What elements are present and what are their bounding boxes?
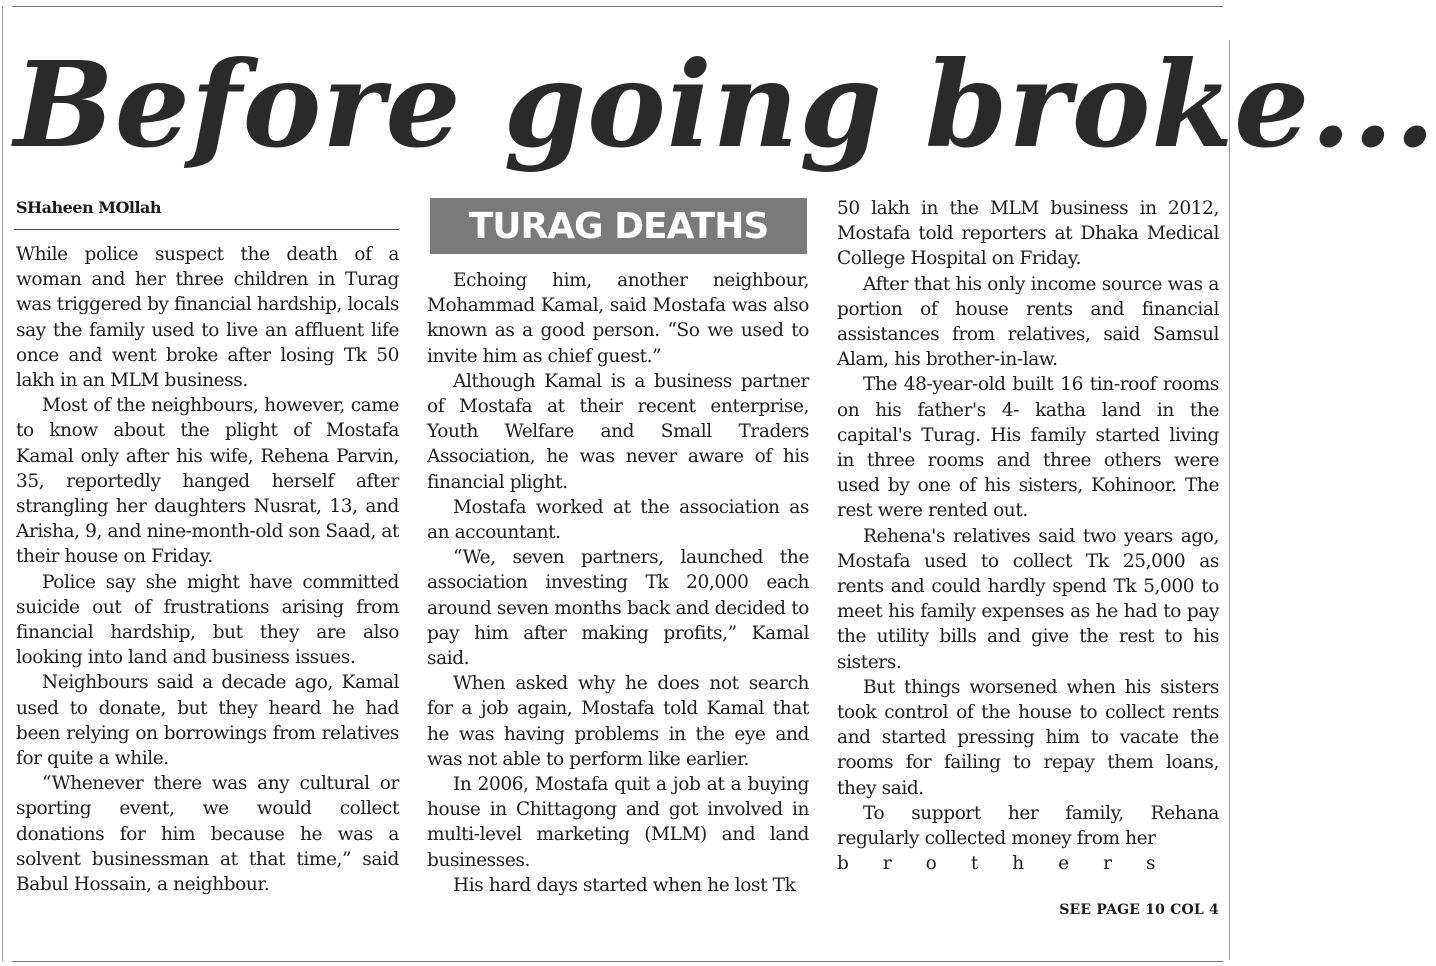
headline: Before going broke... <box>14 35 1436 174</box>
paragraph: Neighbours said a decade ago, Kamal used to donate, but they heard he had been relying on borrowings from relatives for quite a while. <box>16 672 399 770</box>
paragraph: Echoing him, another neighbour, Mohammad Kamal, said Mostafa was also known as a good person. “So we used to invite him as chief guest.” <box>427 270 809 367</box>
paragraph: After that his only income source was a portion of house rents and financial assistances from relatives, said Samsul Alam, his brother-in-law. <box>837 273 1219 371</box>
paragraph-fragment: brothers <box>837 853 1190 875</box>
paragraph: When asked why he does not search for a job again, Mostafa told Kamal that he was having problems in the eye and was not able to perform like earlier. <box>427 673 809 770</box>
paragraph: “Whenever there was any cultural or sporting event, we would collect donations for him because he was a solvent businessman at that time,” said Babul Hossain, a neighbour. <box>16 773 399 896</box>
top-rule <box>12 6 1223 7</box>
paragraph: In 2006, Mostafa quit a job at a buying house in Chittagong and got involved in multi-level marketing (MLM) and land businesses. <box>427 774 809 871</box>
paragraph: Although Kamal is a business partner of Mostafa at their recent enterprise, Youth Welfare and Small Traders Association, he was never aware of his financial plight. <box>427 370 809 493</box>
paragraph: Most of the neighbours, however, came to know about the plight of Mostafa Kamal only after his wife, Rehena Parvin, 35, reportedly hanged herself after strangling her daughters Nusrat, 13, and Arisha, 9, and nine-month-old son Saad, at their house on Friday. <box>16 395 399 568</box>
kicker-banner: TURAG DEATHS <box>430 198 807 254</box>
article-column-3 <box>837 196 1219 876</box>
paragraph: But things worsened when his sisters took control of the house to collect rents and started pressing him to vacate the rooms for failing to repay them loans, they said. <box>837 676 1219 799</box>
paragraph: To support her family, Rehana regularly collected money from her <box>837 802 1219 850</box>
byline-rule <box>14 229 399 230</box>
continuation-jump: SEE PAGE 10 COL 4 <box>1059 902 1219 918</box>
left-rule <box>2 6 3 961</box>
paragraph: “We, seven partners, launched the association investing Tk 20,000 each around seven months back and decided to pay him after making profits,” Kamal said. <box>427 547 809 670</box>
paragraph: Mostafa worked at the association as an accountant. <box>427 496 809 544</box>
paragraph: His hard days started when he lost Tk <box>453 874 796 896</box>
paragraph: 50 lakh in the MLM business in 2012, Mostafa told reporters at Dhaka Medical College Hospital on Friday. <box>837 198 1219 270</box>
byline: SHaheen MOllah <box>16 198 162 217</box>
paragraph: While police suspect the death of a woman and her three children in Turag was triggered by financial hardship, locals say the family used to live an affluent life once and went broke after losing Tk 50 lakh in an MLM business. <box>16 244 399 392</box>
right-rule <box>1229 40 1230 960</box>
paragraph: Rehena's relatives said two years ago, Mostafa used to collect Tk 25,000 as rents and could hardly spend Tk 5,000 to meet his family expenses as he had to pay the utility bills and give the rest to his sisters. <box>837 525 1219 673</box>
paragraph: The 48-year-old built 16 tin-roof rooms on his father's 4- katha land in the capital's Turag. His family started living in three rooms and three others were used by one of his sisters, Kohinoor. The rest were rented out. <box>837 374 1219 522</box>
article-column-2 <box>427 268 809 898</box>
article-column-1 <box>16 242 399 897</box>
bottom-rule <box>12 961 1223 962</box>
paragraph: Police say she might have committed suicide out of frustrations arising from financial hardship, but they are also looking into land and business issues. <box>16 571 399 669</box>
